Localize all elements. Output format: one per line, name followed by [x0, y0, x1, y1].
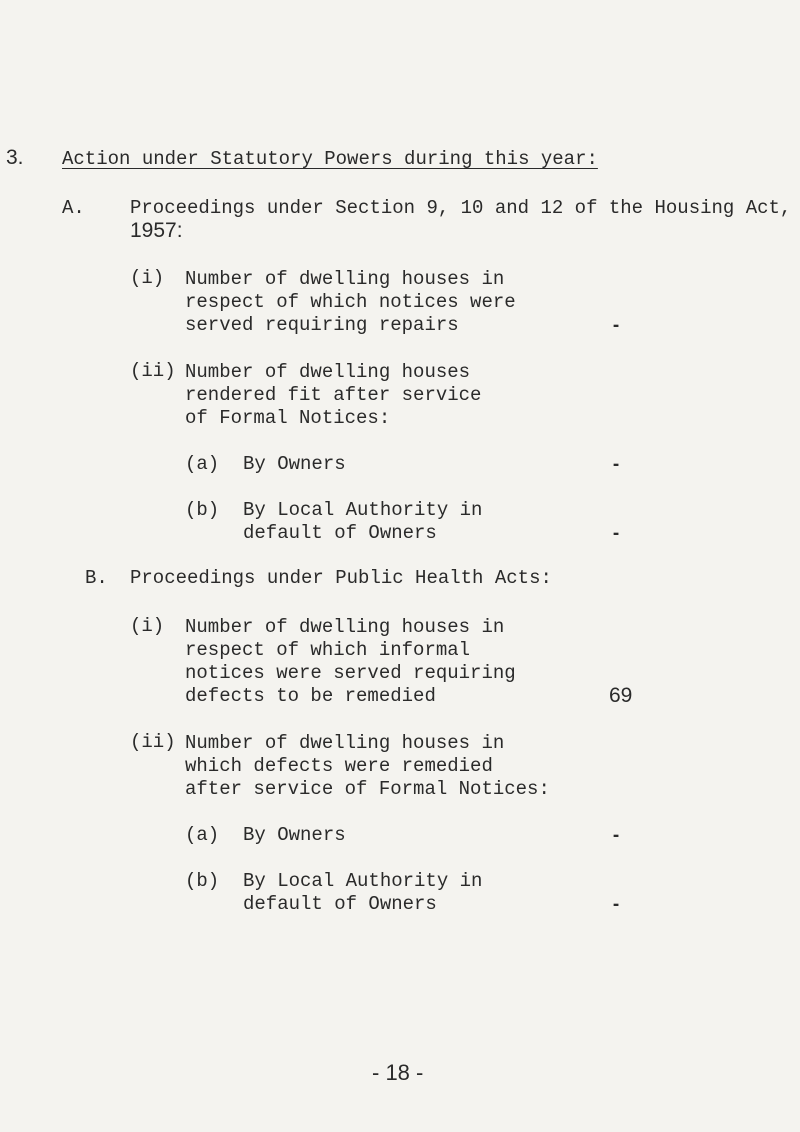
section-b-sub-a-label: (a) — [185, 824, 220, 846]
section-a-item-ii-line3: of Formal Notices: — [185, 407, 391, 429]
section-a-sub-b-line2: default of Owners — [243, 522, 437, 544]
section-a-letter: A. — [62, 197, 85, 219]
section-a-sub-b-line1: By Local Authority in — [243, 499, 483, 521]
section-b-item-i-label: (i) — [130, 615, 165, 637]
section-a-item-i-line2: respect of which notices were — [185, 291, 516, 313]
section-a-item-ii-label: (ii) — [130, 360, 176, 382]
heading-number: 3. — [6, 146, 24, 169]
section-a-sub-a-value: - — [612, 454, 620, 475]
section-b-item-i-line1: Number of dwelling houses in — [185, 616, 505, 638]
section-b-item-i-value: 69 — [609, 684, 633, 707]
section-b-title: Proceedings under Public Health Acts: — [130, 567, 552, 589]
section-a-title-line2: 1957: — [130, 219, 183, 242]
section-a-item-ii-line1: Number of dwelling houses — [185, 361, 471, 383]
section-b-sub-b-line1: By Local Authority in — [243, 870, 483, 892]
section-b-sub-b-label: (b) — [185, 870, 220, 892]
page-number: - 18 - — [372, 1060, 424, 1085]
section-a-sub-b-value: - — [612, 523, 620, 544]
section-a-title-line1: Proceedings under Section 9, 10 and 12 of the Housing Act, — [130, 197, 792, 219]
section-b-sub-b-line2: default of Owners — [243, 893, 437, 915]
section-a-item-i-line3: served requiring repairs — [185, 314, 459, 336]
section-a-item-ii-line2: rendered fit after service — [185, 384, 482, 406]
section-b-item-i-line2: respect of which informal — [185, 639, 471, 661]
section-b-item-i-line4: defects to be remedied — [185, 685, 436, 707]
section-a-sub-b-label: (b) — [185, 499, 220, 521]
section-b-item-ii-line1: Number of dwelling houses in — [185, 732, 505, 754]
section-b-item-i-line3: notices were served requiring — [185, 662, 516, 684]
section-b-item-ii-line2: which defects were remedied — [185, 755, 493, 777]
section-b-item-ii-line3: after service of Formal Notices: — [185, 778, 550, 800]
page-heading: Action under Statutory Powers during this year: — [62, 148, 598, 170]
section-b-letter: B. — [85, 567, 108, 589]
section-a-sub-a-text: By Owners — [243, 453, 346, 475]
section-b-sub-b-value: - — [612, 894, 620, 915]
section-b-sub-a-value: - — [612, 825, 620, 846]
section-a-sub-a-label: (a) — [185, 453, 220, 475]
section-b-item-ii-label: (ii) — [130, 731, 176, 753]
section-a-item-i-value: - — [612, 315, 620, 336]
section-a-item-i-line1: Number of dwelling houses in — [185, 268, 505, 290]
section-a-item-i-label: (i) — [130, 267, 165, 289]
section-b-sub-a-text: By Owners — [243, 824, 346, 846]
